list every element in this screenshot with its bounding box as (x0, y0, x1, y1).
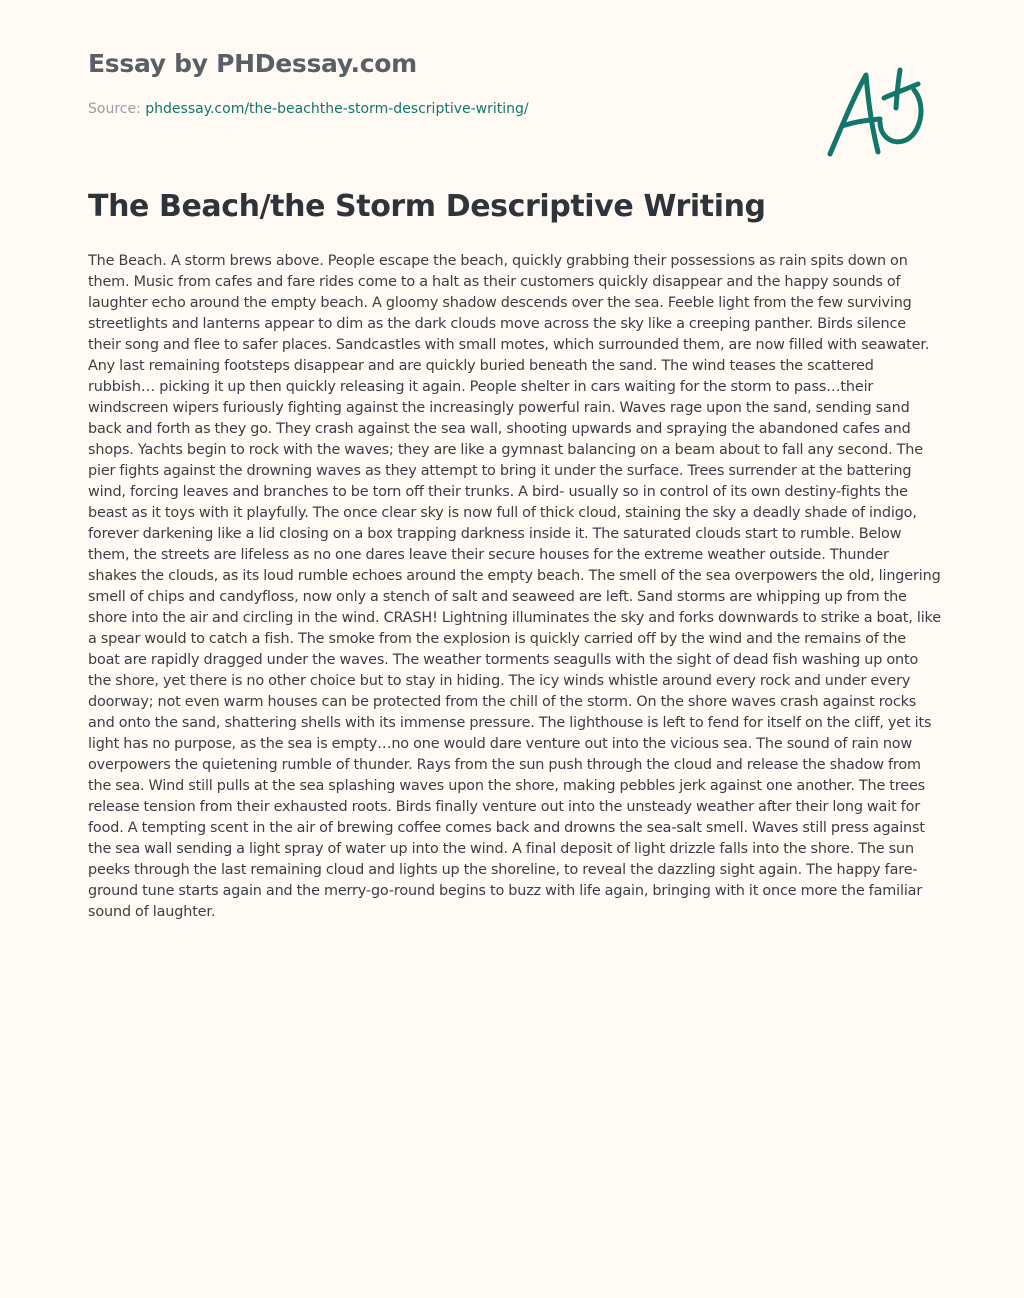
essay-title: The Beach/the Storm Descriptive Writing (88, 189, 766, 224)
a-plus-icon (822, 64, 930, 160)
source-link[interactable]: phdessay.com/the-beachthe-storm-descriptive-writing/ (145, 101, 529, 117)
essay-body: The Beach. A storm brews above. People escape the beach, quickly grabbing their possessions as rain spits down on them. Music from cafes and fare rides come to a halt as their customers quickly disappear and the happy sounds of laughter echo around the empty beach. A gloomy shadow descends over the sea. Feeble light from the few surviving streetlights and lanterns appear to dim as the dark clouds move across the sky like a creeping panther. Birds silence their song and flee to safer places. Sandcastles with small motes, which surrounded them, are now filled with seawater. Any last remaining footsteps disappear and are quickly buried beneath the sand. The wind teases the scattered rubbish… picking it up then quickly releasing it again. People shelter in cars waiting for the storm to pass…their windscreen wipers furiously fighting against the increasingly powerful rain. Waves rage upon the sand, sending sand back and forth as they go. They crash against the sea wall, shooting upwards and spraying the abandoned cafes and shops. Yachts begin to rock with the waves; they are like a gymnast balancing on a beam about to fall any second. The pier fights against the drowning waves as they attempt to bring it under the surface. Trees surrender at the battering wind, forcing leaves and branches to be torn off their trunks. A bird- usually so in control of its own destiny-fights the beast as it toys with it playfully. The once clear sky is now full of thick cloud, staining the sky a deadly shade of indigo, forever darkening like a lid closing on a box trapping darkness inside it. The saturated clouds start to rumble. Below them, the streets are lifeless as no one dares leave their secure houses for the extreme weather outside. Thunder shakes the clouds, as its loud rumble echoes around the empty beach. The smell of the sea overpowers the old, lingering smell of chips and candyfloss, now only a stench of salt and seaweed are left. Sand storms are whipping up from the shore into the air and circling in the wind. CRASH! Lightning illuminates the sky and forks downwards to strike a boat, like a spear would to catch a fish. The smoke from the explosion is quickly carried off by the wind and the remains of the boat are rapidly dragged under the waves. The weather torments seagulls with the sight of dead fish washing up onto the shore, yet there is no other choice but to stay in hiding. The icy winds whistle around every rock and under every doorway; not even warm houses can be protected from the chill of the storm. On the shore waves crash against rocks and onto the sand, shattering shells with its immense pressure. The lighthouse is left to fend for itself on the cliff, yet its light has no purpose, as the sea is empty…no one would dare venture out into the vicious sea. The sound of rain now overpowers the quietening rumble of thunder. Rays from the sun push through the cloud and release the shadow from the sea. Wind still pulls at the sea splashing waves upon the shore, making pebbles jerk against one another. The trees release tension from their exhausted roots. Birds finally venture out into the unsteady weather after their long wait for food. A tempting scent in the air of brewing coffee comes back and drowns the sea-salt smell. Waves still press against the sea wall sending a light spray of water up into the wind. A final deposit of light drizzle falls into the shore. The sun peeks through the last remaining cloud and lights up the shoreline, to reveal the dazzling sight again. The happy fare-ground tune starts again and the merry-go-round begins to buzz with life again, bringing with it once more the familiar sound of laughter. (88, 253, 941, 920)
source-label: Source: (88, 101, 146, 117)
source-line (88, 101, 529, 117)
site-brand: Essay by PHDessay.com (88, 49, 417, 78)
